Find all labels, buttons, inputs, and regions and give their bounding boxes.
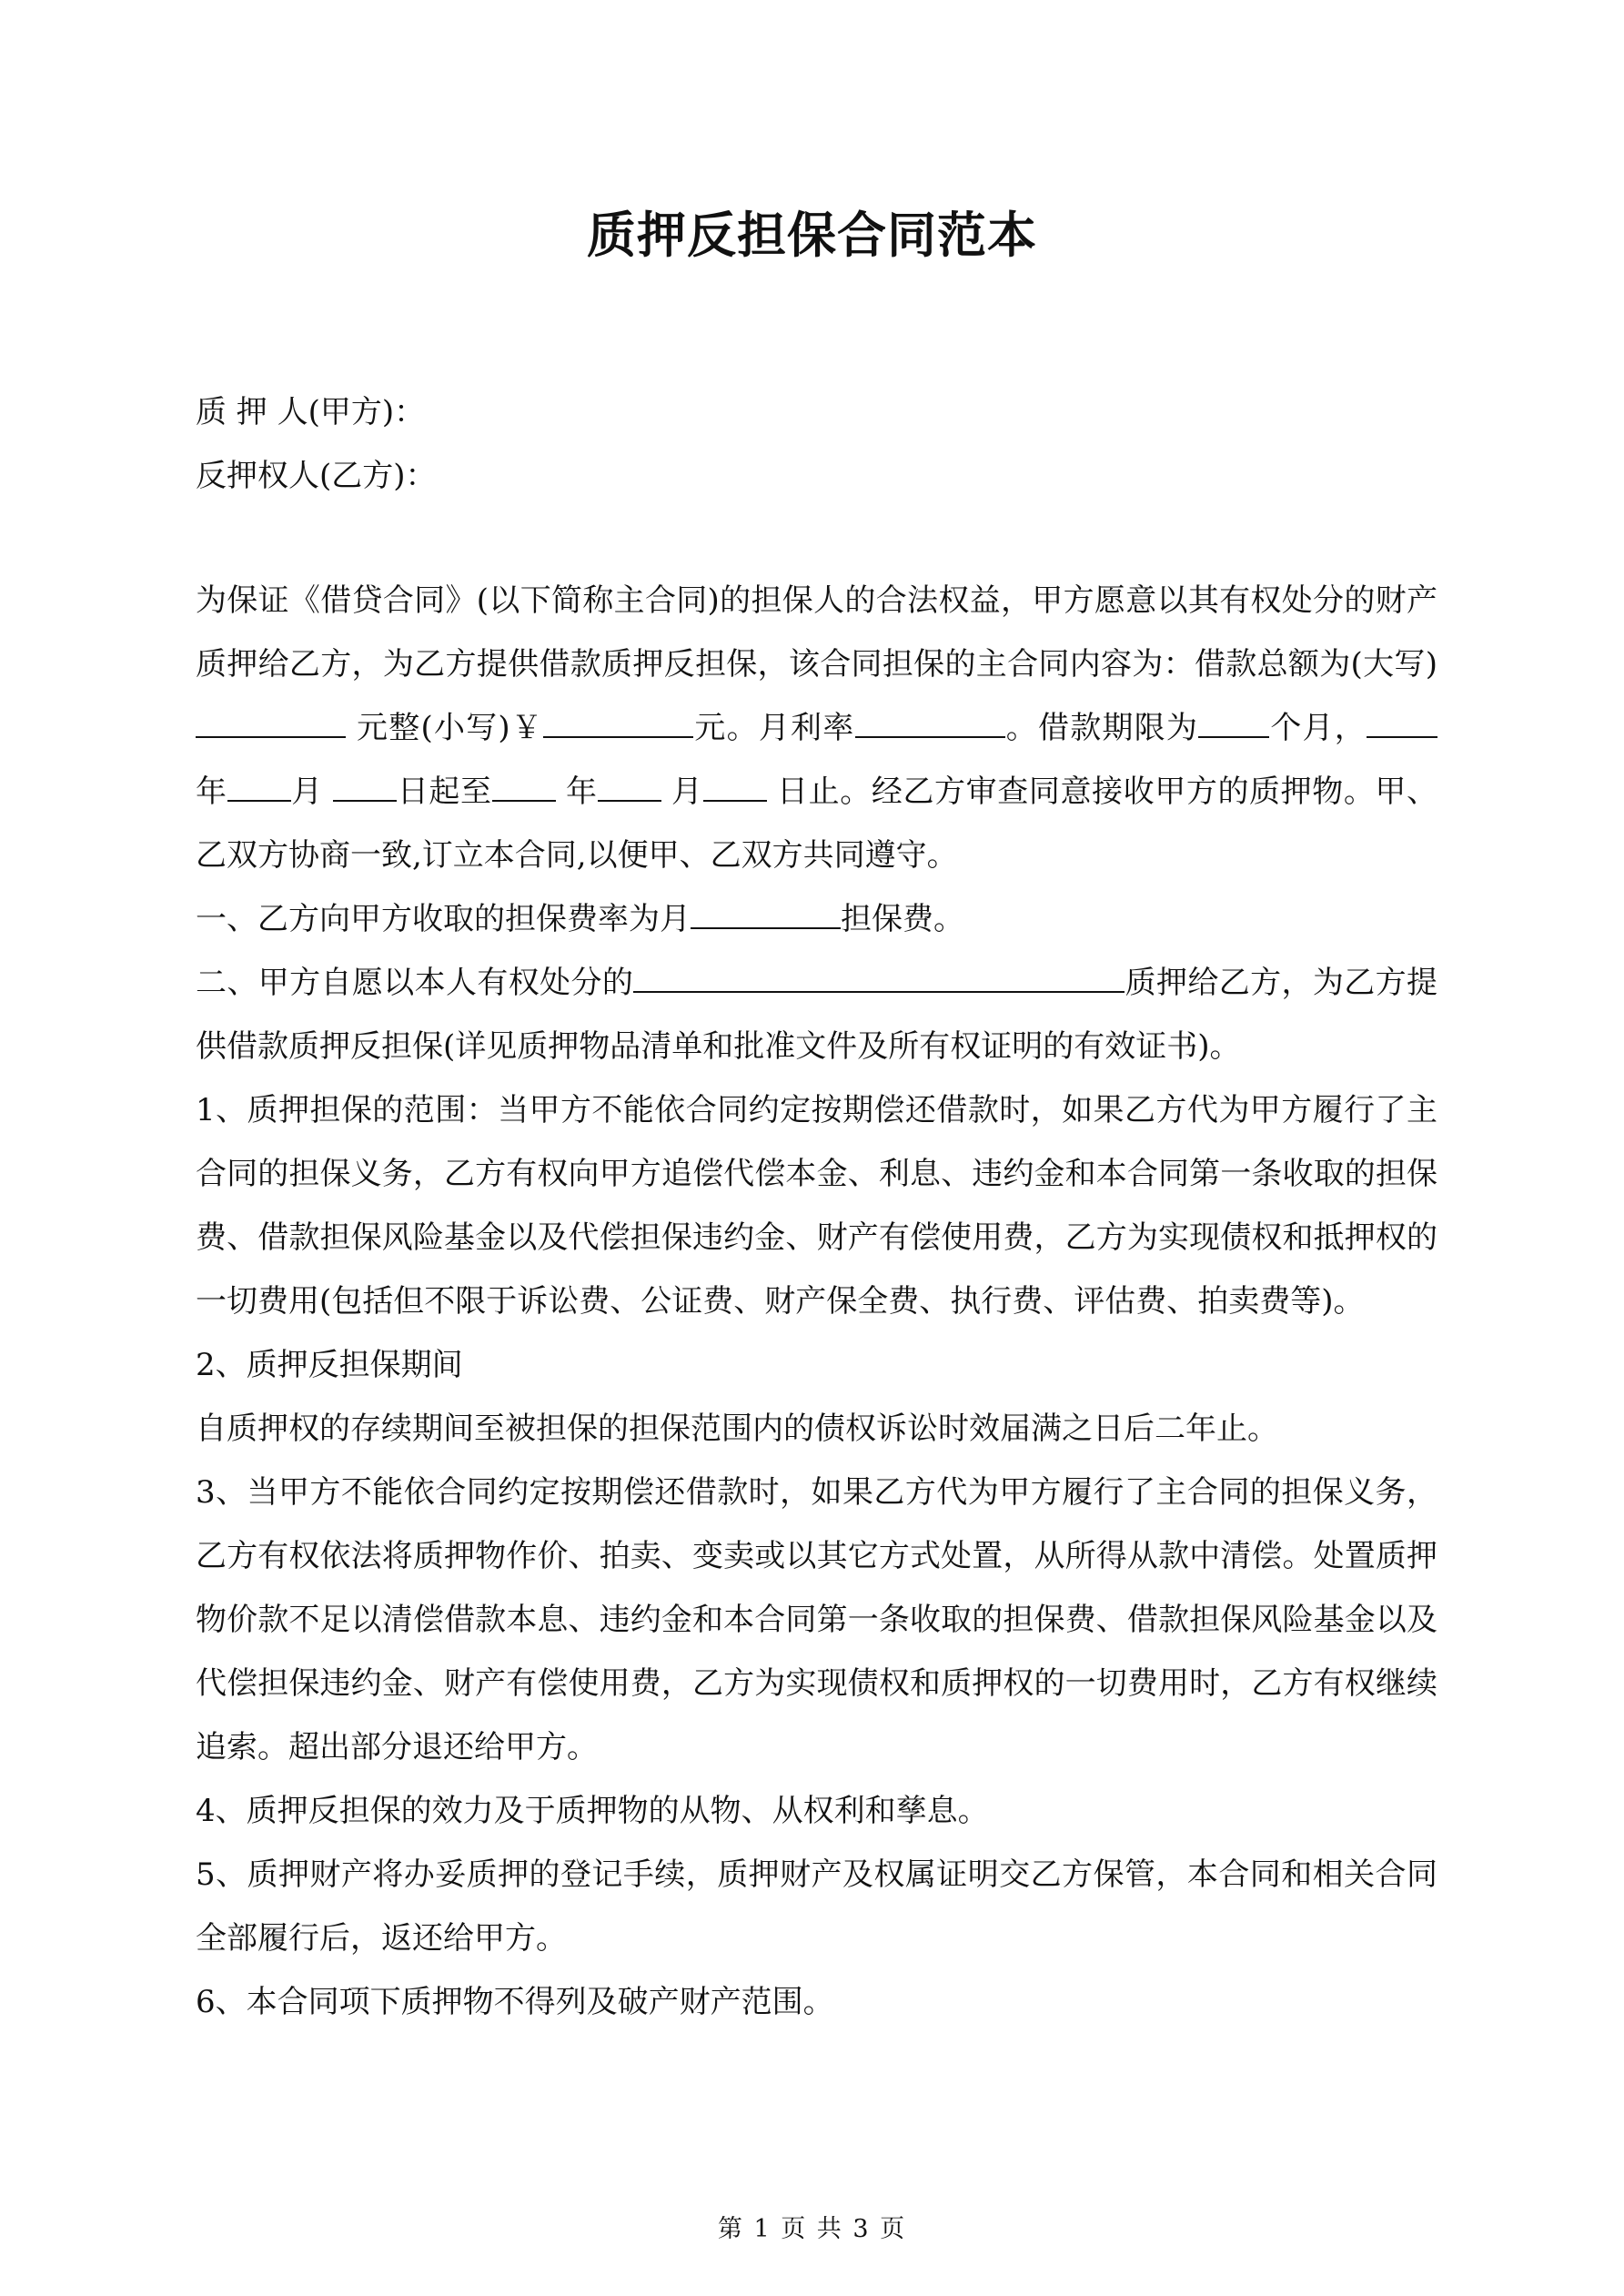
intro-text-7: 月 xyxy=(290,774,334,810)
clause-two-text-before: 二、甲方自愿以本人有权处分的 xyxy=(196,965,634,1001)
item-1: 1、质押担保的范围：当甲方不能依合同约定按期偿还借款时，如果乙方代为甲方履行了主合同的担保义务，乙方有权向甲方追偿代偿本金、利息、违约金和本合同第一条收取的担保费、借款担保风险基金以及代偿担保违约金、财产有偿使用费，乙方为实现债权和抵押权的一切费用(包括但不限于诉讼费、公证费、财产保全费、执行费、评估费、拍卖费等)。 xyxy=(196,1092,1437,1320)
monthly-rate-blank xyxy=(855,696,1005,738)
intro-text-10: 月 xyxy=(661,774,703,810)
intro-paragraph xyxy=(196,569,1437,887)
clause-two xyxy=(196,951,1437,1078)
intro-text-2: 元整(小写)￥ xyxy=(346,710,544,746)
item-5: 5、质押财产将办妥质押的登记手续，质押财产及权属证明交乙方保管，本合同和相关合同全部履行后，返还给甲方。 xyxy=(196,1856,1437,1957)
amount-figures-blank xyxy=(543,696,693,738)
start-year-blank xyxy=(1367,696,1437,738)
item-2-text: 自质押权的存续期间至被担保的担保范围内的债权诉讼时效届满之日后二年止。 xyxy=(196,1411,1278,1447)
guarantee-fee-rate-blank xyxy=(691,887,841,929)
months-blank xyxy=(1198,696,1269,738)
intro-text-9: 年 xyxy=(555,774,598,810)
intro-text-8: 日起至 xyxy=(397,774,492,810)
clause-two-text-after: 质押给乙方，为乙方提供借款质押反担保(详见质押物品清单和批准文件及所有权证明的有效证书)。 xyxy=(196,965,1437,1065)
start-day-blank xyxy=(333,760,397,802)
parties-block xyxy=(196,380,1433,508)
end-year-blank xyxy=(492,760,556,802)
intro-text-3: 元。月利率 xyxy=(693,710,855,746)
intro-text-6: 年 xyxy=(196,774,227,810)
start-month-blank xyxy=(227,760,291,802)
item-3: 3、当甲方不能依合同约定按期偿还借款时，如果乙方代为甲方履行了主合同的担保义务，乙方有权依法将质押物作价、拍卖、变卖或以其它方式处置，从所得从款中清偿。处置质押物价款不足以清偿借款本息、违约金和本合同第一条收取的担保费、借款担保风险基金以及代偿担保违约金、财产有偿使用费，乙方为实现债权和质押权的一切费用时，乙方有权继续追索。超出部分退还给甲方。 xyxy=(196,1474,1437,1765)
clause-one-text-before: 一、乙方向甲方收取的担保费率为月 xyxy=(196,901,691,937)
amount-words-blank xyxy=(196,696,346,738)
clause-one xyxy=(196,887,1437,951)
item-2-heading: 2、质押反担保期间 xyxy=(196,1347,463,1383)
contract-body xyxy=(196,569,1437,2034)
end-day-blank xyxy=(703,760,767,802)
page-title: 质押反担保合同范本 xyxy=(587,206,1037,264)
pledgor-line: 质 押 人(甲方)： xyxy=(196,394,426,430)
item-4: 4、质押反担保的效力及于质押物的从物、从权利和孳息。 xyxy=(196,1793,989,1829)
clause-one-text-after: 担保费。 xyxy=(841,901,964,937)
counter-pledgee-line: 反押权人(乙方)： xyxy=(196,458,437,494)
item-6: 6、本合同项下质押物不得列及破产财产范围。 xyxy=(196,1984,834,2020)
pledged-property-blank xyxy=(633,951,1125,993)
intro-text-11: 日止。经乙方审查同意接收甲方的质押物。甲、乙双方协商一致,订立本合同,以便甲、乙双方共同遵守。 xyxy=(196,774,1438,874)
intro-text-4: 。借款期限为 xyxy=(1004,710,1199,746)
intro-text-1: 为保证《借贷合同》(以下简称主合同)的担保人的合法权益，甲方愿意以其有权处分的财产质押给乙方，为乙方提供借款质押反担保，该合同担保的主合同内容为：借款总额为(大写) xyxy=(196,582,1437,683)
end-month-blank xyxy=(598,760,661,802)
intro-text-5: 个月， xyxy=(1269,710,1367,746)
page-number: 第 1 页 共 3 页 xyxy=(717,2215,907,2243)
